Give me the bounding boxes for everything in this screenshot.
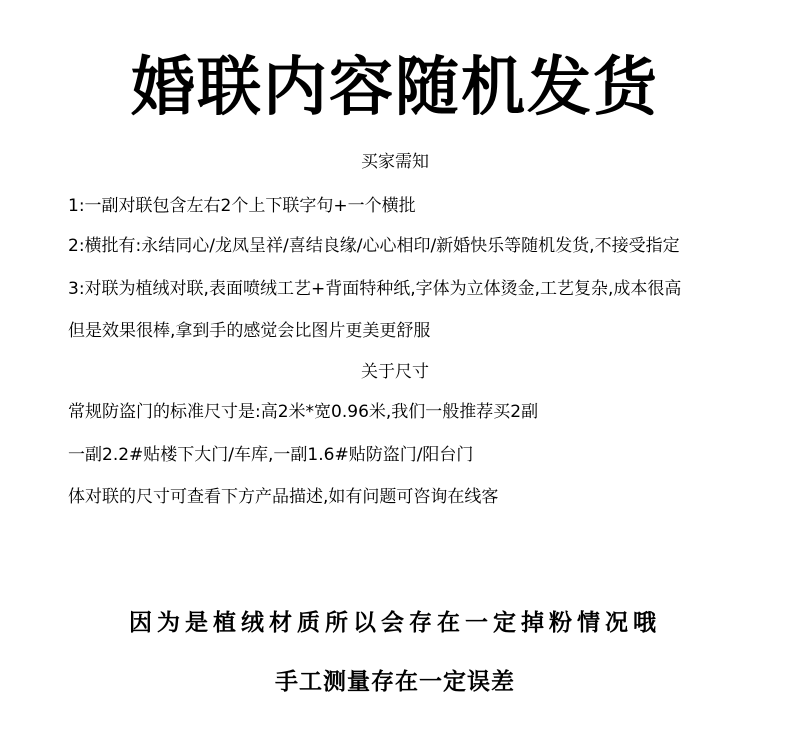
size-info-line-3: 体对联的尺寸可查看下方产品描述,如有问题可咨询在线客 [68,487,499,507]
size-info-heading: 关于尺寸 [361,362,429,382]
buyer-notice-line-3: 3:对联为植绒对联,表面喷绒工艺+背面特种纸,字体为立体烫金,工艺复杂,成本很高 [68,279,682,299]
measurement-notice: 手工测量存在一定误差 [275,669,515,695]
buyer-notice-heading: 买家需知 [361,152,429,172]
buyer-notice-line-2: 2:横批有:永结同心/龙凤呈祥/喜结良缘/心心相印/新婚快乐等随机发货,不接受指定 [68,236,680,256]
buyer-notice-line-4: 但是效果很棒,拿到手的感觉会比图片更美更舒服 [68,321,431,341]
page-title: 婚联内容随机发货 [131,51,659,125]
buyer-notice-line-1: 1:一副对联包含左右2个上下联字句+一个横批 [68,196,416,216]
size-info-line-1: 常规防盗门的标准尺寸是:高2米*宽0.96米,我们一般推荐买2副 [68,402,539,422]
size-info-line-2: 一副2.2#贴楼下大门/车库,一副1.6#贴防盗门/阳台门 [68,445,474,465]
flocking-notice: 因为是植绒材质所以会存在一定掉粉情况哦 [129,610,661,636]
